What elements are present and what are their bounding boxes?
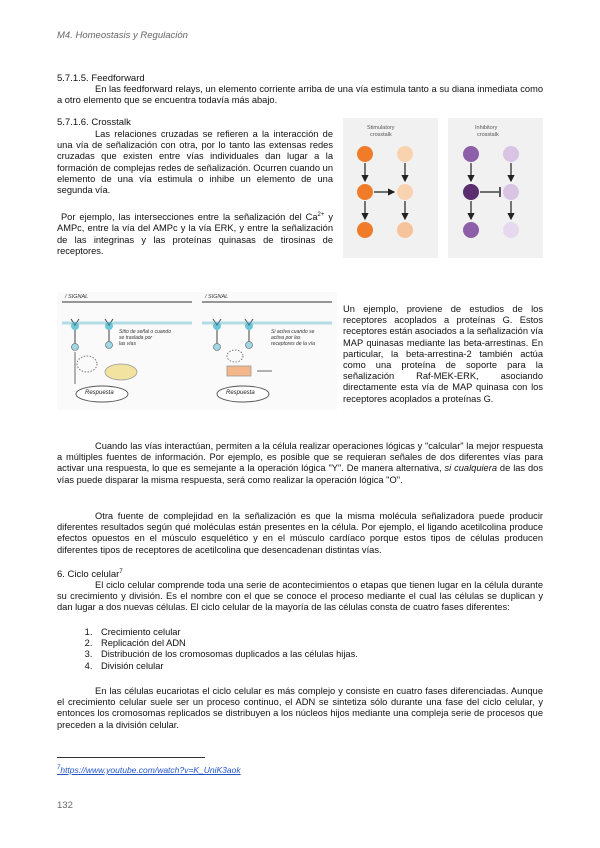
- phase-item: 1. Crecimiento celular: [95, 627, 543, 638]
- inhib-label-1: Inhibitory: [475, 125, 498, 131]
- crosstalk-svg: [343, 118, 543, 258]
- inhib-node-a2: [463, 184, 479, 200]
- sketch-right-tab: / SIGNAL: [205, 294, 229, 300]
- phase-item: 4. División celular: [95, 661, 543, 672]
- crosstalk-paragraph-1: Las relaciones cruzadas se refieren a la interacción de una vía de señalización con otra, por lo tanto las extensas redes cruzadas que existen entre vías individuales dan lugar a la formación de complejas redes de señalización. Ocurren cuando un elemento de una vía estimula o inhibe un elemento de una segunda vía.: [57, 129, 333, 196]
- inhib-node-a1: [463, 146, 479, 162]
- feedforward-text: En las feedforward relays, un elemento corriente arriba de una vía estimula tanto a su diana inmediata como a otro elemento que se encuentra todavía más abajo.: [57, 84, 543, 106]
- phase-item: 3. Distribución de los cromosomas duplicados a las células hijas.: [95, 649, 543, 660]
- inhibitory-panel: [448, 118, 543, 258]
- ca-superscript: 2+: [317, 212, 325, 218]
- stim-label-1: Stimulatory: [367, 125, 395, 131]
- phase-item: 2. Replicación del ADN: [95, 638, 543, 649]
- cell-cycle-closing: En las células eucariotas el ciclo celular es más complejo y consiste en cuatro fases diferenciadas. Aunque el crecimiento celular suele ser un proceso continuo, el ADN se sintetiza sólo durante una fase del ciclo celular, y entonces los cromosomas replicados se distribuyen a los núcleos hijos mediante una compleja serie de procesos que preceden a la división celular.: [57, 686, 543, 730]
- beta-arrestin-text: Un ejemplo, proviene de estudios de los receptores acoplados a proteínas G. Estos receptores están asociados a la señalización vía MAP quinasas mediante las beta-arrestinas. En particular, la beta-arrestina-2 también actúa como una proteína de soporte para la señalización Raf-MEK-ERK, asociando directamente esta vía de MAP quinasa con los receptores acoplados a proteínas G.: [343, 304, 544, 404]
- feedforward-heading: 5.7.1.5. Feedforward: [57, 73, 145, 84]
- stim-node-a2: [357, 184, 373, 200]
- stim-label-2: crosstalk: [370, 132, 392, 138]
- sketch-left-tab: / SIGNAL: [65, 294, 89, 300]
- complexity-paragraph: Otra fuente de complejidad en la señalización es que la misma molécula señalizadora puede producir diferentes resultados según qué moléculas están presentes en la célula. Por ejemplo, el ligando acetilcolina produce efectos opuestos en el músculo esquelético y en el músculo cardíaco porque estos tipos de células producen diferentes tipos de receptores de acetilcolina que desencadenan distintas vías.: [57, 511, 543, 555]
- running-header: M4. Homeostasis y Regulación: [57, 30, 188, 41]
- inhib-label-2: crosstalk: [477, 132, 499, 138]
- sketch-right-response: Respuesta: [226, 390, 255, 396]
- cell-cycle-footnote-mark: 7: [119, 569, 123, 575]
- crosstalk-p2-b: y AMPc, entre la vía del AMPc y la vía ERK, y entre la señalización de las integrinas y las proteínas quinasas de tirosinas de receptores.: [57, 212, 334, 256]
- sketch-left-response: Respuesta: [85, 390, 114, 396]
- stim-node-b2: [397, 184, 413, 200]
- footnote: [57, 765, 241, 775]
- crosstalk-diagram: [343, 118, 543, 258]
- crosstalk-paragraph-2: [57, 210, 333, 257]
- stim-node-a3: [357, 222, 373, 238]
- inhib-node-b1: [503, 146, 519, 162]
- footnote-number: 7: [57, 765, 61, 772]
- arrestin-sketch: [57, 292, 337, 410]
- stim-node-b1: [397, 146, 413, 162]
- sketch-left-note: Sitio de señal o cuando se traslada por las vías: [119, 329, 171, 347]
- inhib-node-b2: [503, 184, 519, 200]
- stimulatory-panel: [343, 118, 438, 258]
- footnote-link[interactable]: https://www.youtube.com/watch?v=K_UniK3aok: [60, 765, 241, 775]
- inhib-node-a3: [463, 222, 479, 238]
- stim-node-a1: [357, 146, 373, 162]
- sketch-right-note: Si activa cuando se activa por las receptores de la vía: [271, 329, 315, 347]
- logic-em: si cualquiera: [444, 463, 497, 474]
- cell-cycle-heading-text: 6. Ciclo celular: [57, 569, 120, 581]
- inhib-node-b3: [503, 222, 519, 238]
- logic-a: Cuando las vías interactúan, permiten a la célula realizar operaciones lógicas y "calcular" la mejor respuesta a múltiples fuentes de información. Por ejemplo, es posible que se requieran señales de dos diferentes vías para activar una respuesta, lo que es semejante a la operación lógica "Y". De manera alternativa,: [57, 441, 543, 474]
- logic-paragraph: [57, 441, 543, 486]
- page-number: 132: [57, 800, 73, 811]
- cell-cycle-intro: El ciclo celular comprende toda una serie de acontecimientos o etapas que tienen lugar en la célula durante su crecimiento y división. Es el nombre con el que se conoce el proceso mediante el cual las células se duplican y dan lugar a dos nuevas células. El ciclo celular de la mayoría de las células consta de cuatro fases diferentes:: [57, 580, 543, 613]
- stim-node-b3: [397, 222, 413, 238]
- phase-list: [57, 627, 543, 672]
- cell-cycle-heading: [57, 569, 123, 580]
- crosstalk-p2-a: Por ejemplo, las intersecciones entre la señalización del Ca: [60, 212, 318, 223]
- crosstalk-heading: 5.7.1.6. Crosstalk: [57, 117, 131, 128]
- footnote-rule: [57, 757, 205, 758]
- logic-b: de las dos vías puede disparar la misma respuesta, será como realizar la operación lógica "O".: [57, 463, 543, 485]
